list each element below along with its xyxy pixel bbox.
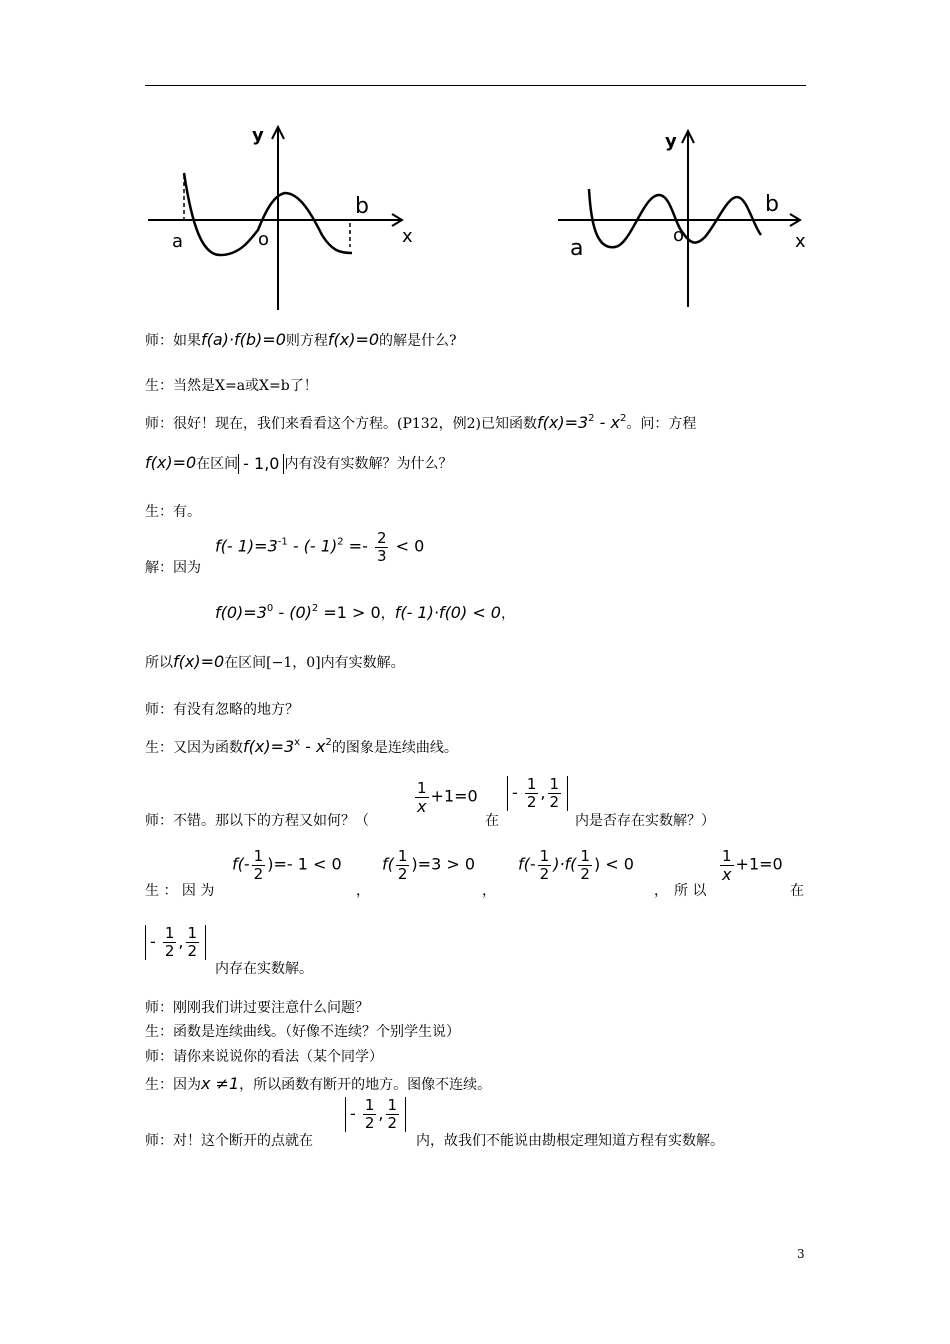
header-rule	[145, 85, 806, 86]
equation-reciprocal-2: $\frac{1}{x}$ +1=0	[722, 847, 783, 884]
dialogue-line-3: 师：很好！现在，我们来看看这个方程。(P132，例2)已知函数$f(x)=3^2 - x^2$。问：方程	[145, 413, 697, 432]
dialogue-line-15: 生：函数是连续曲线。（好像不连续？个别学生说）	[145, 1024, 460, 1040]
a-label: a	[570, 236, 584, 261]
expr-product: f(- $\frac{1}{2}$ )·f( $\frac{1}{2}$ ) < 0	[518, 847, 634, 883]
dialogue-line-13: 内存在实数解。	[215, 961, 313, 977]
page-number: 3	[797, 1247, 805, 1261]
b-label: b	[765, 192, 779, 217]
dialogue-line-11-tail: 内是否存在实数解？）	[575, 813, 715, 829]
a-label: a	[172, 231, 184, 252]
interval-half-3: - $\frac{1}{2}$ , $\frac{1}{2}$	[345, 1097, 406, 1132]
b-label: b	[355, 194, 369, 219]
dialogue-line-11-zai: 在	[485, 813, 499, 829]
dialogue-line-9: 师：有没有忽略的地方？	[145, 702, 299, 718]
dialogue-line-11-text: 师：不错。那以下的方程又如何？（	[145, 813, 369, 829]
dialogue-line-5: 生：有。	[145, 504, 201, 520]
interval-half-2: - $\frac{1}{2}$ , $\frac{1}{2}$	[145, 925, 206, 960]
dialogue-line-17: 生：因为x ≠1，所以函数有断开的地方。图像不连续。	[145, 1074, 492, 1093]
suoyi: 所 以	[674, 883, 707, 899]
zai: 在	[790, 883, 804, 899]
equation-reciprocal: $\frac{1}{x}$ +1=0	[417, 779, 478, 816]
dialogue-line-2: 生：当然是X=a或X=b了！	[145, 378, 318, 394]
dialogue-line-10: 生：又因为函数$f(x)=3^x - x^2$的图象是连续曲线。	[145, 737, 458, 756]
student-label: 生 ： 因 为	[145, 883, 215, 899]
left-function-graph	[140, 115, 420, 315]
interval-half: - $\frac{1}{2}$ , $\frac{1}{2}$	[507, 776, 568, 811]
o-label: o	[258, 229, 270, 250]
dialogue-line-18-b: 内，故我们不能说由勘根定理知道方程有实数解。	[416, 1133, 724, 1149]
x-label: x	[402, 226, 413, 247]
dialogue-line-16: 师：请你来说说你的看法（某个同学）	[145, 1049, 383, 1065]
dialogue-line-18-a: 师：对！这个断开的点就在	[145, 1133, 313, 1149]
solution-line-2: $f(0)=3^0 - (0)^2 =1 > 0$，f(- 1)·f(0) < 0，	[215, 603, 515, 622]
expr-f-minus-half: f(- $\frac{1}{2}$ )=- 1 < 0	[232, 847, 342, 883]
comma-1: ，	[356, 883, 370, 899]
expr-f-half: f( $\frac{1}{2}$ )=3 > 0	[382, 847, 476, 883]
dialogue-line-14: 师：刚刚我们讲过要注意什么问题？	[145, 1000, 369, 1016]
right-function-graph	[555, 125, 815, 315]
dialogue-line-4: f(x)=0在区间 - 1,0 内有没有实数解？为什么？	[145, 453, 453, 473]
y-label: y	[665, 131, 677, 152]
x-label: x	[795, 231, 806, 252]
solution-line-1: f(- $1)=3^{-1}$ - (- 1)$^2$ =- $\frac{2}{3}$ < 0	[215, 529, 425, 565]
dialogue-line-8: 所以f(x)=0在区间[−1，0]内有实数解。	[145, 652, 405, 671]
dialogue-line-1: 师：如果f(a)·f(b)=0则方程f(x)=0的解是什么?	[145, 330, 457, 349]
o-label: o	[673, 225, 685, 246]
solution-label: 解：因为	[145, 560, 201, 576]
y-label: y	[252, 125, 264, 146]
comma-2: ，	[482, 883, 496, 899]
comma-3: ，	[654, 883, 668, 899]
